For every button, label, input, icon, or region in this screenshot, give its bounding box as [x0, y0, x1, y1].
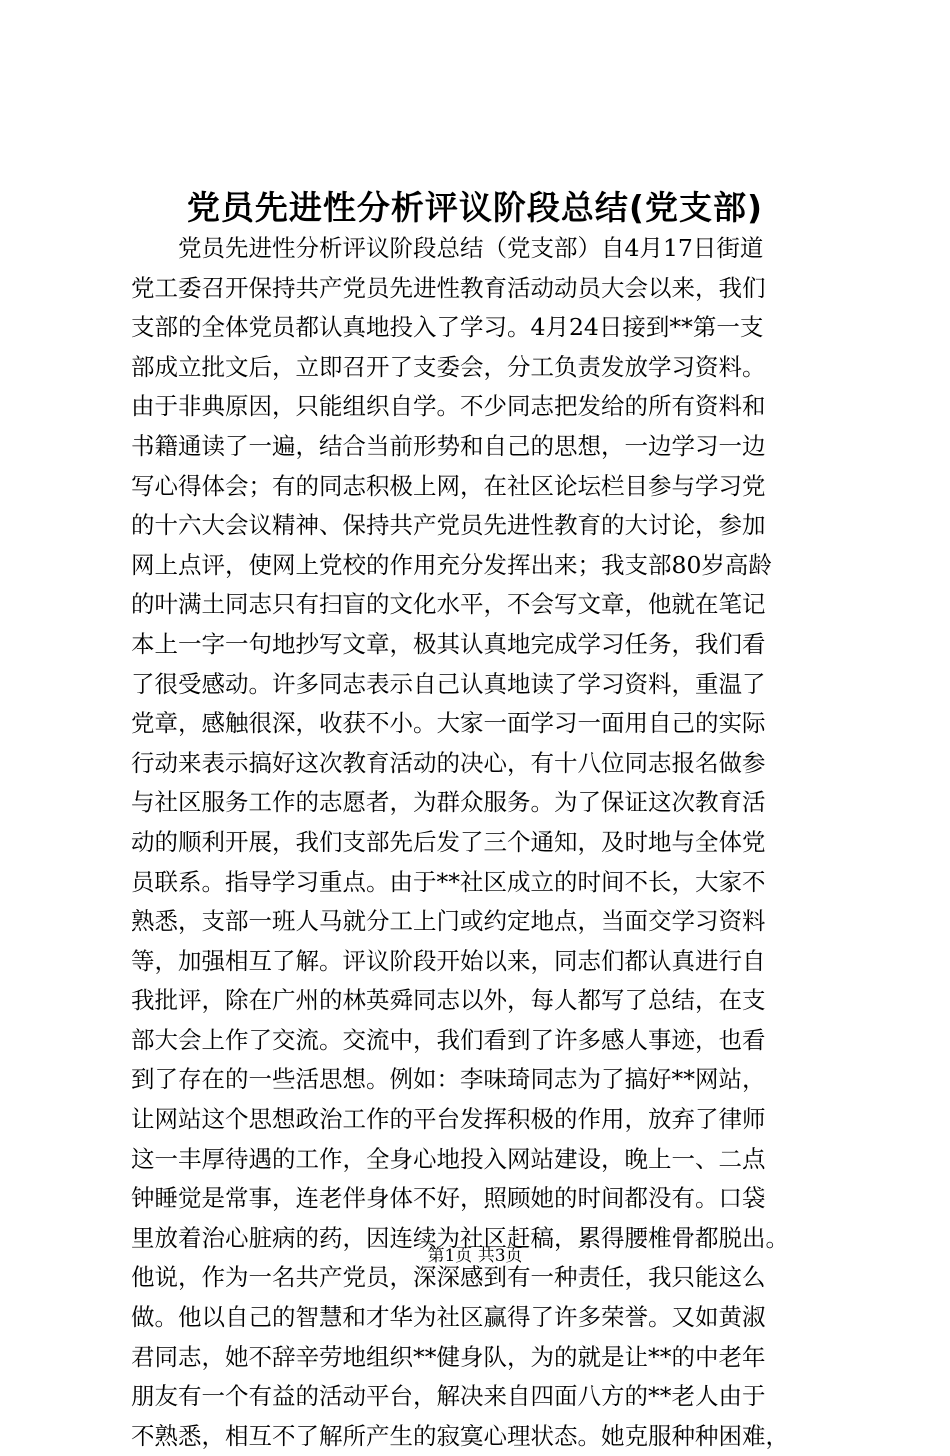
body-text-line: 君同志，她不辞辛劳地组织**健身队，为的就是让**的中老年 [131, 1342, 766, 1371]
body-text-line: 与社区服务工作的志愿者，为群众服务。为了保证这次教育活 [131, 788, 766, 817]
body-text-line: 不熟悉，相互不了解所产生的寂寞心理状态。她克服种种困难， [131, 1421, 789, 1450]
body-text-line: 部大会上作了交流。交流中，我们看到了许多感人事迹，也看 [131, 1025, 766, 1054]
body-text-line: 写心得体会；有的同志积极上网，在社区论坛栏目参与学习党 [131, 471, 766, 500]
document-title: 党员先进性分析评议阶段总结(党支部) [186, 188, 764, 227]
body-text-line: 到了存在的一些活思想。例如：李味琦同志为了搞好**网站， [131, 1065, 766, 1094]
page-footer: 第1页 共3页 [427, 1246, 523, 1266]
body-text-line: 做。他以自己的智慧和才华为社区赢得了许多荣誉。又如黄淑 [131, 1303, 766, 1332]
body-text-line: 党员先进性分析评议阶段总结（党支部）自4月17日街道 [131, 234, 764, 262]
body-text-line: 网上点评，使网上党校的作用充分发挥出来；我支部80岁高龄 [131, 550, 772, 579]
body-text-line: 这一丰厚待遇的工作，全身心地投入网站建设，晚上一、二点 [131, 1144, 766, 1173]
body-text-line: 他说，作为一名共产党员，深深感到有一种责任，我只能这么 [131, 1263, 766, 1292]
body-text-line: 动的顺利开展，我们支部先后发了三个通知，及时地与全体党 [131, 827, 766, 856]
body-text-line: 里放着治心脏病的药，因连续为社区赶稿，累得腰椎骨都脱出。 [131, 1223, 789, 1252]
body-text-line: 书籍通读了一遍，结合当前形势和自己的思想，一边学习一边 [131, 431, 766, 460]
body-text-line: 党章，感触很深，收获不小。大家一面学习一面用自己的实际 [131, 709, 766, 738]
body-text-line: 我批评，除在广州的林英舜同志以外，每人都写了总结，在支 [131, 986, 766, 1015]
body-text-line: 党工委召开保持共产党员先进性教育活动动员大会以来，我们 [131, 273, 766, 302]
body-text-line: 熟悉，支部一班人马就分工上门或约定地点，当面交学习资料 [131, 907, 766, 936]
body-text-line: 行动来表示搞好这次教育活动的决心，有十八位同志报名做参 [131, 748, 766, 777]
document-body [131, 229, 836, 1456]
body-text-line: 部成立批文后，立即召开了支委会，分工负责发放学习资料。 [131, 352, 766, 381]
body-text-line: 支部的全体党员都认真地投入了学习。4月24日接到**第一支 [131, 313, 764, 342]
body-text-line: 的叶满土同志只有扫盲的文化水平，不会写文章，他就在笔记 [131, 590, 766, 619]
body-text-line: 由于非典原因，只能组织自学。不少同志把发给的所有资料和 [131, 392, 766, 421]
body-text-line: 等，加强相互了解。评议阶段开始以来，同志们都认真进行自 [131, 946, 766, 975]
body-text-line: 本上一字一句地抄写文章，极其认真地完成学习任务，我们看 [131, 629, 766, 658]
body-text-line: 让网站这个思想政治工作的平台发挥积极的作用，放弃了律师 [131, 1105, 766, 1134]
body-text-line: 了很受感动。许多同志表示自己认真地读了学习资料，重温了 [131, 669, 766, 698]
body-text-line: 员联系。指导学习重点。由于**社区成立的时间不长，大家不 [131, 867, 766, 896]
body-text-line: 钟睡觉是常事，连老伴身体不好，照顾她的时间都没有。口袋 [131, 1184, 766, 1213]
body-text-line: 的十六大会议精神、保持共产党员先进性教育的大讨论，参加 [131, 511, 766, 540]
body-text-line: 朋友有一个有益的活动平台，解决来自四面八方的**老人由于 [131, 1382, 766, 1411]
